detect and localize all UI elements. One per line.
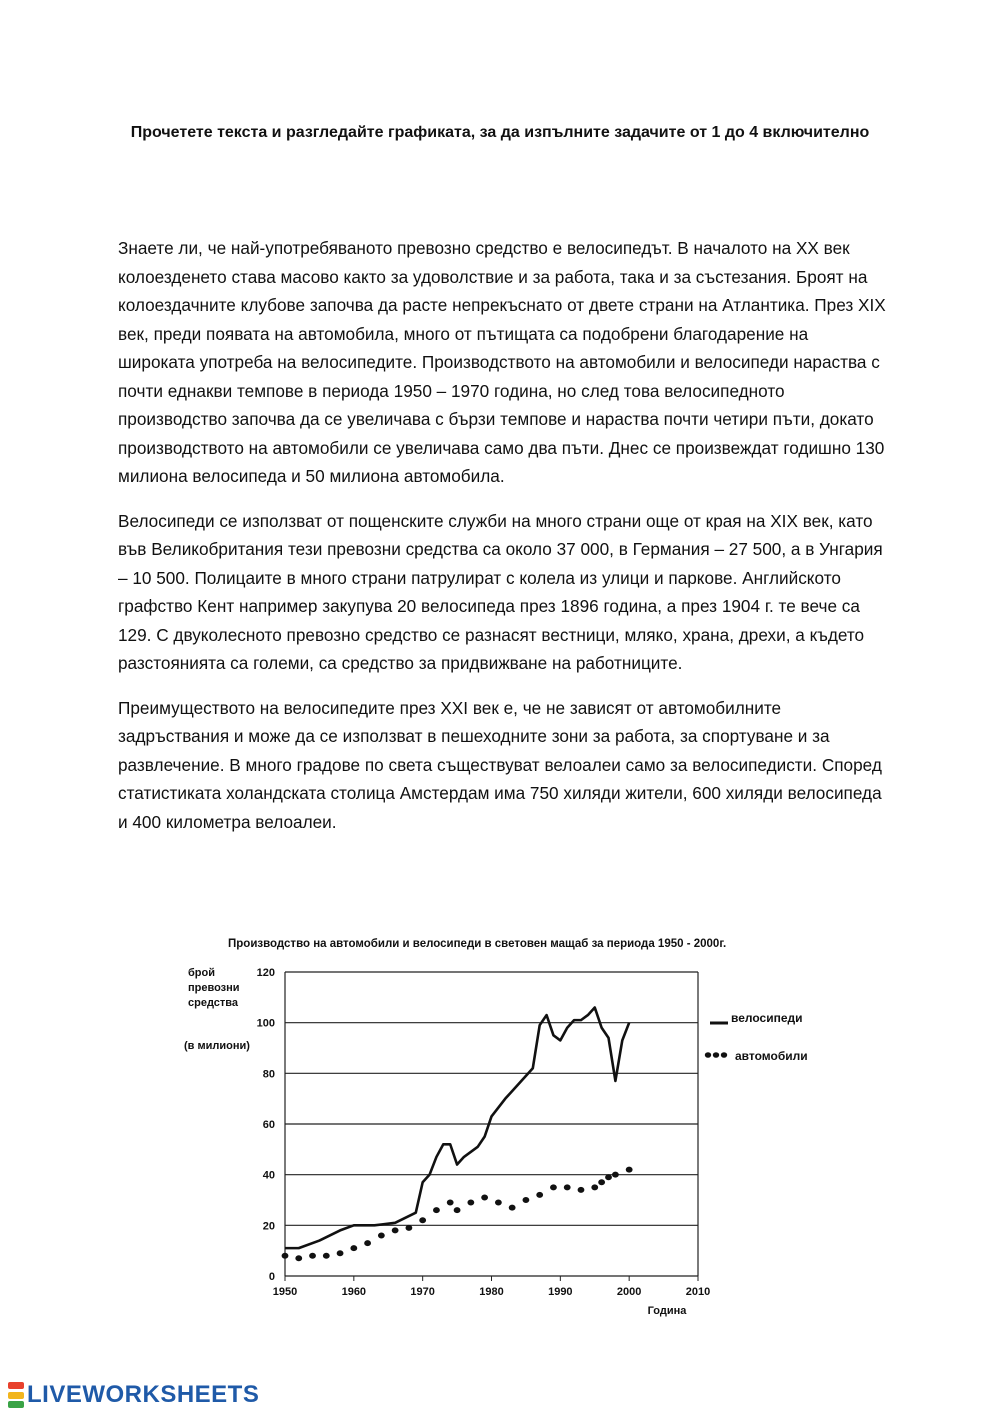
legend-dot-icon [705, 1052, 711, 1058]
x-tick-label: 2010 [685, 1286, 711, 1298]
x-tick-label: 1990 [548, 1286, 573, 1298]
legend-dot-icon [713, 1052, 719, 1058]
y-tick-label: 0 [268, 1271, 275, 1283]
production-chart [170, 925, 850, 1330]
cars-point [406, 1225, 413, 1231]
cars-point [598, 1179, 605, 1185]
x-tick-label: 1970 [410, 1286, 435, 1298]
cars-point [578, 1187, 585, 1193]
cars-point [612, 1172, 619, 1178]
cars-point [337, 1250, 344, 1256]
logo-icon [8, 1382, 24, 1408]
y-tick-label: 20 [262, 1220, 275, 1233]
x-axis-label: Година [647, 1305, 687, 1317]
cars-point [350, 1245, 357, 1251]
legend-label: автомобили [735, 1049, 808, 1063]
y-axis-label: превозни [188, 982, 240, 994]
cars-point [309, 1253, 316, 1259]
cars-point [323, 1253, 330, 1259]
cars-point [550, 1184, 557, 1190]
cars-point [364, 1240, 371, 1246]
cars-point [481, 1194, 488, 1200]
cars-point [495, 1200, 502, 1206]
y-tick-label: 80 [262, 1068, 275, 1081]
cars-point [295, 1255, 302, 1261]
paragraph: Велосипеди се използват от пощенските служби на много страни още от края на XIX век, като във Великобритания тези превозни средства са около 37 000, в Германия – 27 500, а в Унгария – 10 500. Полицаите в много страни патрулират с колела из улици и паркове. Английското графство Кент например закупува 20 велосипеда през 1896 година, а през 1904 г. те вече са 129. С двуколесното превозно средство се разнасят вестници, мляко, храна, дрехи, а където разстоянията са големи, са средство за придвижване на работниците. [118, 510, 883, 673]
y-tick-label: 60 [262, 1119, 275, 1131]
paragraph: Преимуществото на велосипедите през XXI век е, че не зависят от автомобилните задръствания и може да се използват в пешеходните зони за работа, за спортуване и за развлечение. В много градове по света съществуват велоалеи само за велосипедисти. Според статистиката холандската столица Амстердам има 750 хиляди жители, 600 хиляди велосипеда и 400 километра велоалеи. [118, 697, 882, 832]
cars-point [626, 1167, 633, 1173]
legend-label: велосипеди [731, 1011, 803, 1025]
chart-title: Производство на автомобили и велосипеди в световен мащаб за периода 1950 - 2000г. [228, 938, 727, 950]
cars-point [447, 1200, 454, 1206]
x-tick-label: 1950 [272, 1286, 298, 1298]
x-tick-label: 1960 [341, 1286, 367, 1298]
cars-point [433, 1207, 440, 1213]
y-axis-label: средства [188, 997, 239, 1009]
chart-svg [170, 925, 850, 1325]
cars-point [605, 1174, 612, 1180]
paragraph: Знаете ли, че най-употребяваното превозно средство е велосипедът. В началото на XX век колоезденето става масово както за удоволствие и за работа, така и за състезания. Броят на колоездачните клубове започва да расте непрекъснато от двете страни на Атлантика. През XIX век, преди появата на автомобила, много от пътищата са подобрени благодарение на широката употреба на велосипедите. Производството на автомобили и велосипеди нараства с почти еднакви темпове в периода 1950 – 1970 година, но след това велосипедното производство започва да се увеличава с бързи темпове и нараства почти четири пъти, докато производството на автомобили се увеличава само два пъти. Днес се произвеждат годишно 130 милиона велосипеда и 50 милиона автомобила. [118, 238, 886, 486]
text-content [118, 234, 888, 852]
y-tick-label: 100 [256, 1017, 275, 1030]
cars-point [536, 1192, 543, 1198]
y-tick-label: 40 [262, 1169, 275, 1182]
cars-point [564, 1184, 571, 1190]
cars-point [419, 1217, 426, 1223]
y-axis-label: брой [188, 967, 215, 979]
cars-point [392, 1227, 399, 1233]
logo-stripe [8, 1382, 24, 1389]
legend-dot-icon [721, 1052, 727, 1058]
cars-point [378, 1232, 385, 1238]
cars-point [591, 1184, 598, 1190]
cars-point [282, 1253, 289, 1259]
liveworksheets-logo[interactable] [8, 1380, 259, 1410]
cars-point [454, 1207, 461, 1213]
logo-stripe [8, 1392, 24, 1399]
y-axis-unit: (в милиони) [184, 1040, 250, 1052]
logo-text: LIVEWORKSHEETS [27, 1381, 260, 1408]
x-tick-label: 2000 [616, 1286, 642, 1298]
x-tick-label: 1980 [479, 1286, 504, 1298]
page-heading: Прочетете текста и разгледайте графиката, за да изпълните задачите от 1 до 4 включително [130, 124, 870, 141]
cars-point [523, 1197, 530, 1203]
cars-point [467, 1200, 474, 1206]
cars-point [509, 1205, 516, 1211]
logo-stripe [8, 1401, 24, 1408]
y-tick-label: 120 [256, 967, 275, 979]
